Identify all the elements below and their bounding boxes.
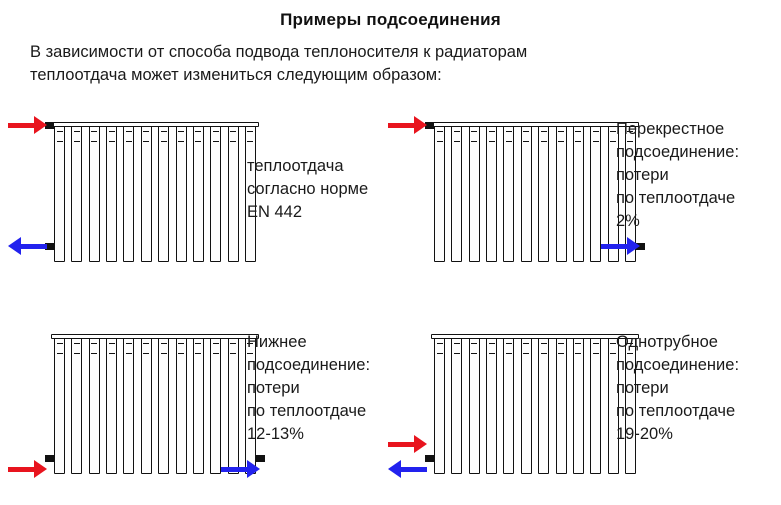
radiator-fin — [521, 122, 532, 262]
intro-text — [30, 41, 690, 87]
radiator-fin — [228, 122, 239, 262]
radiator-fin — [521, 334, 532, 474]
radiator-fin — [434, 334, 445, 474]
arrow-shaft — [601, 244, 627, 249]
arrow-shaft — [21, 244, 47, 249]
radiator-fins — [434, 334, 636, 474]
radiator-top-cap — [431, 122, 639, 127]
radiator-fin — [573, 334, 584, 474]
caption-line: 19-20% — [616, 425, 673, 443]
arrow-head — [388, 460, 401, 478]
radiator-fin — [71, 334, 82, 474]
radiator-body — [434, 334, 636, 474]
arrow-shaft — [401, 467, 427, 472]
radiator-fin — [503, 334, 514, 474]
radiator-body — [54, 334, 256, 474]
return-arrow-bottom — [221, 462, 260, 476]
arrow-shaft — [8, 467, 34, 472]
caption-single-pipe-connection — [616, 331, 739, 446]
caption-cross-connection — [616, 118, 739, 233]
page-title: Примеры подсоединения — [280, 10, 501, 29]
radiator-fin — [469, 334, 480, 474]
radiator-top-cap — [51, 334, 259, 339]
arrow-head — [34, 116, 47, 134]
radiator-fin — [469, 122, 480, 262]
caption-line: по теплоотдаче — [616, 402, 736, 420]
radiator-fin — [89, 334, 100, 474]
radiator-fin — [210, 334, 221, 474]
radiator-fin — [176, 334, 187, 474]
caption-bottom-connection — [247, 331, 370, 446]
radiator-fin — [210, 122, 221, 262]
radiator-fin — [158, 122, 169, 262]
radiator-diagonal-connection — [54, 122, 256, 262]
arrow-shaft — [388, 123, 414, 128]
arrow-head — [34, 460, 47, 478]
radiator-body — [54, 122, 256, 262]
radiator-fin — [141, 334, 152, 474]
caption-line: подсоединение: — [616, 356, 740, 374]
radiator-fin — [193, 122, 204, 262]
radiator-fin — [106, 122, 117, 262]
radiator-bottom-connection — [54, 334, 256, 474]
radiator-fin — [451, 334, 462, 474]
arrow-shaft — [388, 442, 414, 447]
radiator-fin — [71, 122, 82, 262]
radiator-fin — [538, 334, 549, 474]
radiator-fin — [573, 122, 584, 262]
radiator-fin — [54, 334, 65, 474]
caption-line: подсоединение: — [616, 143, 740, 161]
caption-line: Нижнее — [247, 333, 307, 351]
radiator-fins — [54, 122, 256, 262]
radiator-fin — [54, 122, 65, 262]
radiator-fin — [590, 122, 601, 262]
arrow-shaft — [221, 467, 247, 472]
caption-diagonal-connection — [247, 155, 368, 224]
supply-arrow-bottom — [8, 462, 47, 476]
return-arrow-cross — [601, 239, 640, 253]
caption-line: потери — [247, 379, 300, 397]
radiator-fin — [141, 122, 152, 262]
radiator-fin — [590, 334, 601, 474]
radiator-fin — [193, 334, 204, 474]
caption-line: по теплоотдаче — [247, 402, 367, 420]
radiator-fin — [556, 334, 567, 474]
supply-arrow-single-pipe — [388, 437, 427, 451]
radiator-top-cap — [51, 122, 259, 127]
radiator-fin — [158, 334, 169, 474]
radiator-fin — [556, 122, 567, 262]
radiator-fins — [54, 334, 256, 474]
caption-line: потери — [616, 166, 669, 184]
arrow-head — [8, 237, 21, 255]
caption-line: 12-13% — [247, 425, 304, 443]
caption-line: подсоединение: — [247, 356, 371, 374]
arrow-head — [247, 460, 260, 478]
caption-line: EN 442 — [247, 203, 303, 221]
radiator-fin — [176, 122, 187, 262]
radiator-fin — [123, 334, 134, 474]
supply-arrow-cross — [388, 118, 427, 132]
radiator-fin — [451, 122, 462, 262]
radiator-fin — [503, 122, 514, 262]
radiator-fin — [538, 122, 549, 262]
return-arrow-diagonal — [8, 239, 47, 253]
inlet-nub — [425, 455, 434, 462]
radiator-top-cap — [431, 334, 639, 339]
arrow-shaft — [8, 123, 34, 128]
radiator-single-pipe-connection — [434, 334, 636, 474]
caption-line: Однотрубное — [616, 333, 718, 351]
caption-line: 2% — [616, 212, 640, 230]
supply-arrow-diagonal — [8, 118, 47, 132]
radiator-fin — [106, 334, 117, 474]
radiator-fin — [89, 122, 100, 262]
intro-line-1: В зависимости от способа подвода теплоносителя к радиаторам — [30, 43, 528, 61]
arrow-head — [414, 116, 427, 134]
caption-line: потери — [616, 379, 669, 397]
radiator-fin — [486, 334, 497, 474]
caption-line: по теплоотдаче — [616, 189, 736, 207]
radiator-fin — [486, 122, 497, 262]
intro-line-2: теплоотдача может измениться следующим образом: — [30, 66, 442, 84]
radiator-fin — [123, 122, 134, 262]
caption-line: теплоотдача — [247, 157, 344, 175]
caption-line: Перекрестное — [616, 120, 725, 138]
return-arrow-single-pipe — [388, 462, 427, 476]
radiator-fin — [228, 334, 239, 474]
radiator-fin — [434, 122, 445, 262]
arrow-head — [627, 237, 640, 255]
arrow-head — [414, 435, 427, 453]
caption-line: согласно норме — [247, 180, 369, 198]
